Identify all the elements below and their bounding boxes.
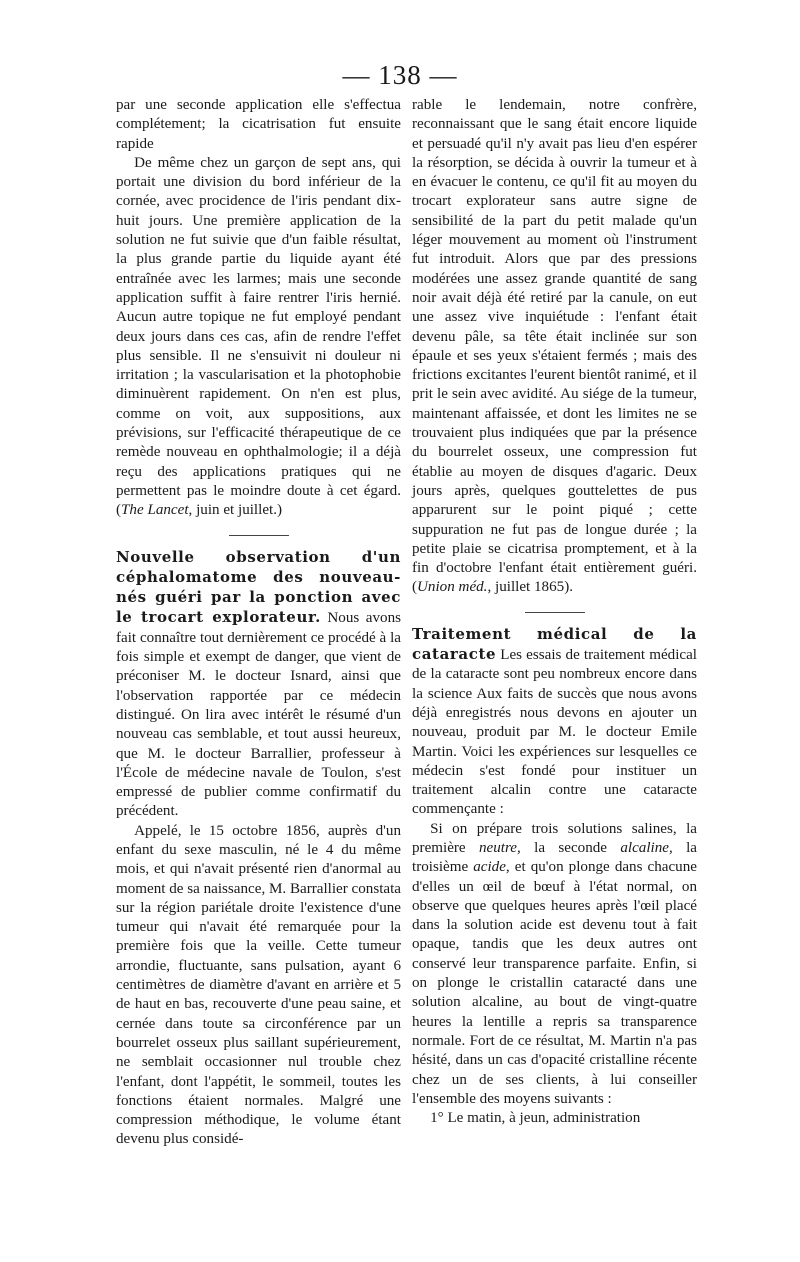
- right-paragraph-1-end: , juillet 1865).: [487, 579, 573, 596]
- section-separator: [229, 535, 289, 536]
- left-paragraph-2-end: , juin et juillet.): [188, 502, 283, 519]
- right-section-paragraph: [412, 625, 697, 820]
- word-acide: acide: [473, 859, 506, 876]
- section-separator-right: [525, 612, 585, 613]
- section-heading-cataracte: Traitement médical de la cataracte: [412, 624, 697, 664]
- right-paragraph-2: Les essais de traitement médical de la cataracte sont peu nombreux encore dans la science Aux faits de succès que nous avons déjà enregistrés nous devons en ajouter un nouveau, produit par M. le docteur Emile Martin. Voici les expériences sur lesquelles ce médecin s'est fondé pour instituer un traitement alcalin contre une cataracte commençante :: [412, 647, 697, 818]
- left-paragraph-4: Appelé, le 15 octobre 1856, auprès d'un enfant du sexe masculin, né le 4 du même mois, et qui n'avait présenté rien d'anormal au moment de sa naissance, M. Barrallier constata sur la région pariétale droite l'existence d'une tumeur qui n'avait été remarquée pour la première fois que la veille. Cette tumeur arrondie, fluctuante, sans pulsation, ayant 6 centimètres de diamètre d'avant en arrière et 5 de haut en bas, recouverte d'une peau saine, et cernée dans toute sa circonférence par un bourrelet osseux plus saillant supérieurement, ne semblait occasionner nul trouble chez l'enfant, dont l'appétit, le sommeil, toutes les fonctions étaient normales. Malgré une compression méthodique, le volume étant devenu plus considé-: [116, 822, 402, 1148]
- left-section-paragraph: [116, 548, 401, 822]
- citation-lancet: The Lancet: [121, 502, 189, 519]
- right-paragraph-3: [412, 820, 697, 1109]
- left-paragraph-1: par une seconde application elle s'effectua complétement; la cicatrisation fut ensuite rapide: [116, 97, 401, 152]
- right-paragraph-4: 1° Le matin, à jeun, administration: [430, 1110, 641, 1127]
- left-column: [116, 96, 401, 1150]
- right-p3c: , la troisième: [412, 839, 697, 876]
- section-heading-cephalomatome: Nouvelle observation d'un céphalomatome des nouveau-nés guéri par la ponction avec le trocart explorateur.: [116, 547, 401, 627]
- word-neutre: neutre: [479, 839, 517, 856]
- word-alcaline: alcaline: [620, 839, 669, 856]
- right-paragraph-1-text: rable le lendemain, notre confrère, reconnaissant que le sang était encore liquide et persuadé qu'il n'y avait pas lieu d'en espérer la résorption, se décida à ouvrir la tumeur et à en évacuer le contenu, ce qu'il fit au moyen du trocart explorateur sans autre signe de sensibilité de la part du petit malade qu'un léger mouvement au moment où l'instrument fut introduit. Alors que par des pressions modérées une assez grande quantité de sang noir avait déjà été retiré par la canule, on eut une assez vive inquiétude : l'enfant était devenu pâle, sa tête était inclinée sur son épaule et ses yeux s'étaient fermés ; mais des frictions excitantes l'eurent bientôt ranimé, et il prit le sein avec avidité. Au siége de la tumeur, maintenant affaissée, et dont les limites ne se trouvaient plus indiquées que par la présence du bourrelet osseux, une compression fut établie au moyen de disques d'agaric. Deux jours après, quelques gouttelettes de pus apparurent sur le point piqué ; cette suppuration ne fut pas de longue durée ; la petite plaie se cicatrisa promptement, et à la fin d'octobre l'enfant était entièrement guéri. (: [412, 97, 697, 596]
- left-paragraph-2: [116, 154, 401, 521]
- citation-union-med: Union méd.: [417, 579, 488, 596]
- left-paragraph-2-text: De même chez un garçon de sept ans, qui portait une division du bord inférieur de la cornée, avec procidence de l'iris pendant dix-huit jours. Une première application de la solution ne fut suivie que d'un faible résultat, la plus grande partie du liquide ayant été entraînée avec les larmes; mais une seconde application suffit à faire rentrer l'iris hernié. Aucun autre topique ne fut employé pendant deux jours dans ces cas, afin de rendre l'effet plus sensible. Il ne s'ensuivit ni douleur ni irritation ; la vascularisation et la photophobie diminuèrent rapidement. On n'en est plus, comme on voit, aux suppositions, aux prévisions, sur l'efficacité thérapeutique de ce remède nouveau en ophthalmologie; il a déjà reçu des applications pratiques qui ne permettent pas le moindre doute à cet égard. (: [116, 154, 401, 519]
- right-p3d: , et qu'on plonge dans chacune d'elles un œil de bœuf à l'état normal, on observe que quelques heures après l'œil placé dans la solution acide est devenu tout à fait opaque, tandis que les deux autres ont conservé leur transparence parfaite. Enfin, si on plonge le cristallin cataracté dans une solution alcaline, au bout de vingt-quatre heures la lentille a repris sa transparence normale. Fort de ce résultat, M. Martin n'a pas hésité, dans un cas d'opacité cristalline récente chez un de ses clients, à lui conseiller l'ensemble des moyens suivants :: [412, 859, 697, 1107]
- left-paragraph-3: Nous avons fait connaître tout dernièrement ce procédé à la fois simple et exempt de danger, que vient de préconiser M. le docteur Isnard, ainsi que l'observation rapportée par ce médecin distingué. On lira avec intérêt le résumé d'un nouveau cas semblable, et tout aussi heureux, que M. le docteur Barrallier, professeur à l'École de médecine navale de Toulon, s'est empressé de publier comme confirmatif du précédent.: [116, 610, 401, 820]
- right-p3a: Si on prépare trois solutions salines, la première: [412, 820, 697, 856]
- page-number: — 138 —: [342, 60, 458, 90]
- right-column: [412, 96, 697, 1128]
- right-p3b: , la seconde: [517, 839, 621, 856]
- right-paragraph-1: [412, 96, 697, 598]
